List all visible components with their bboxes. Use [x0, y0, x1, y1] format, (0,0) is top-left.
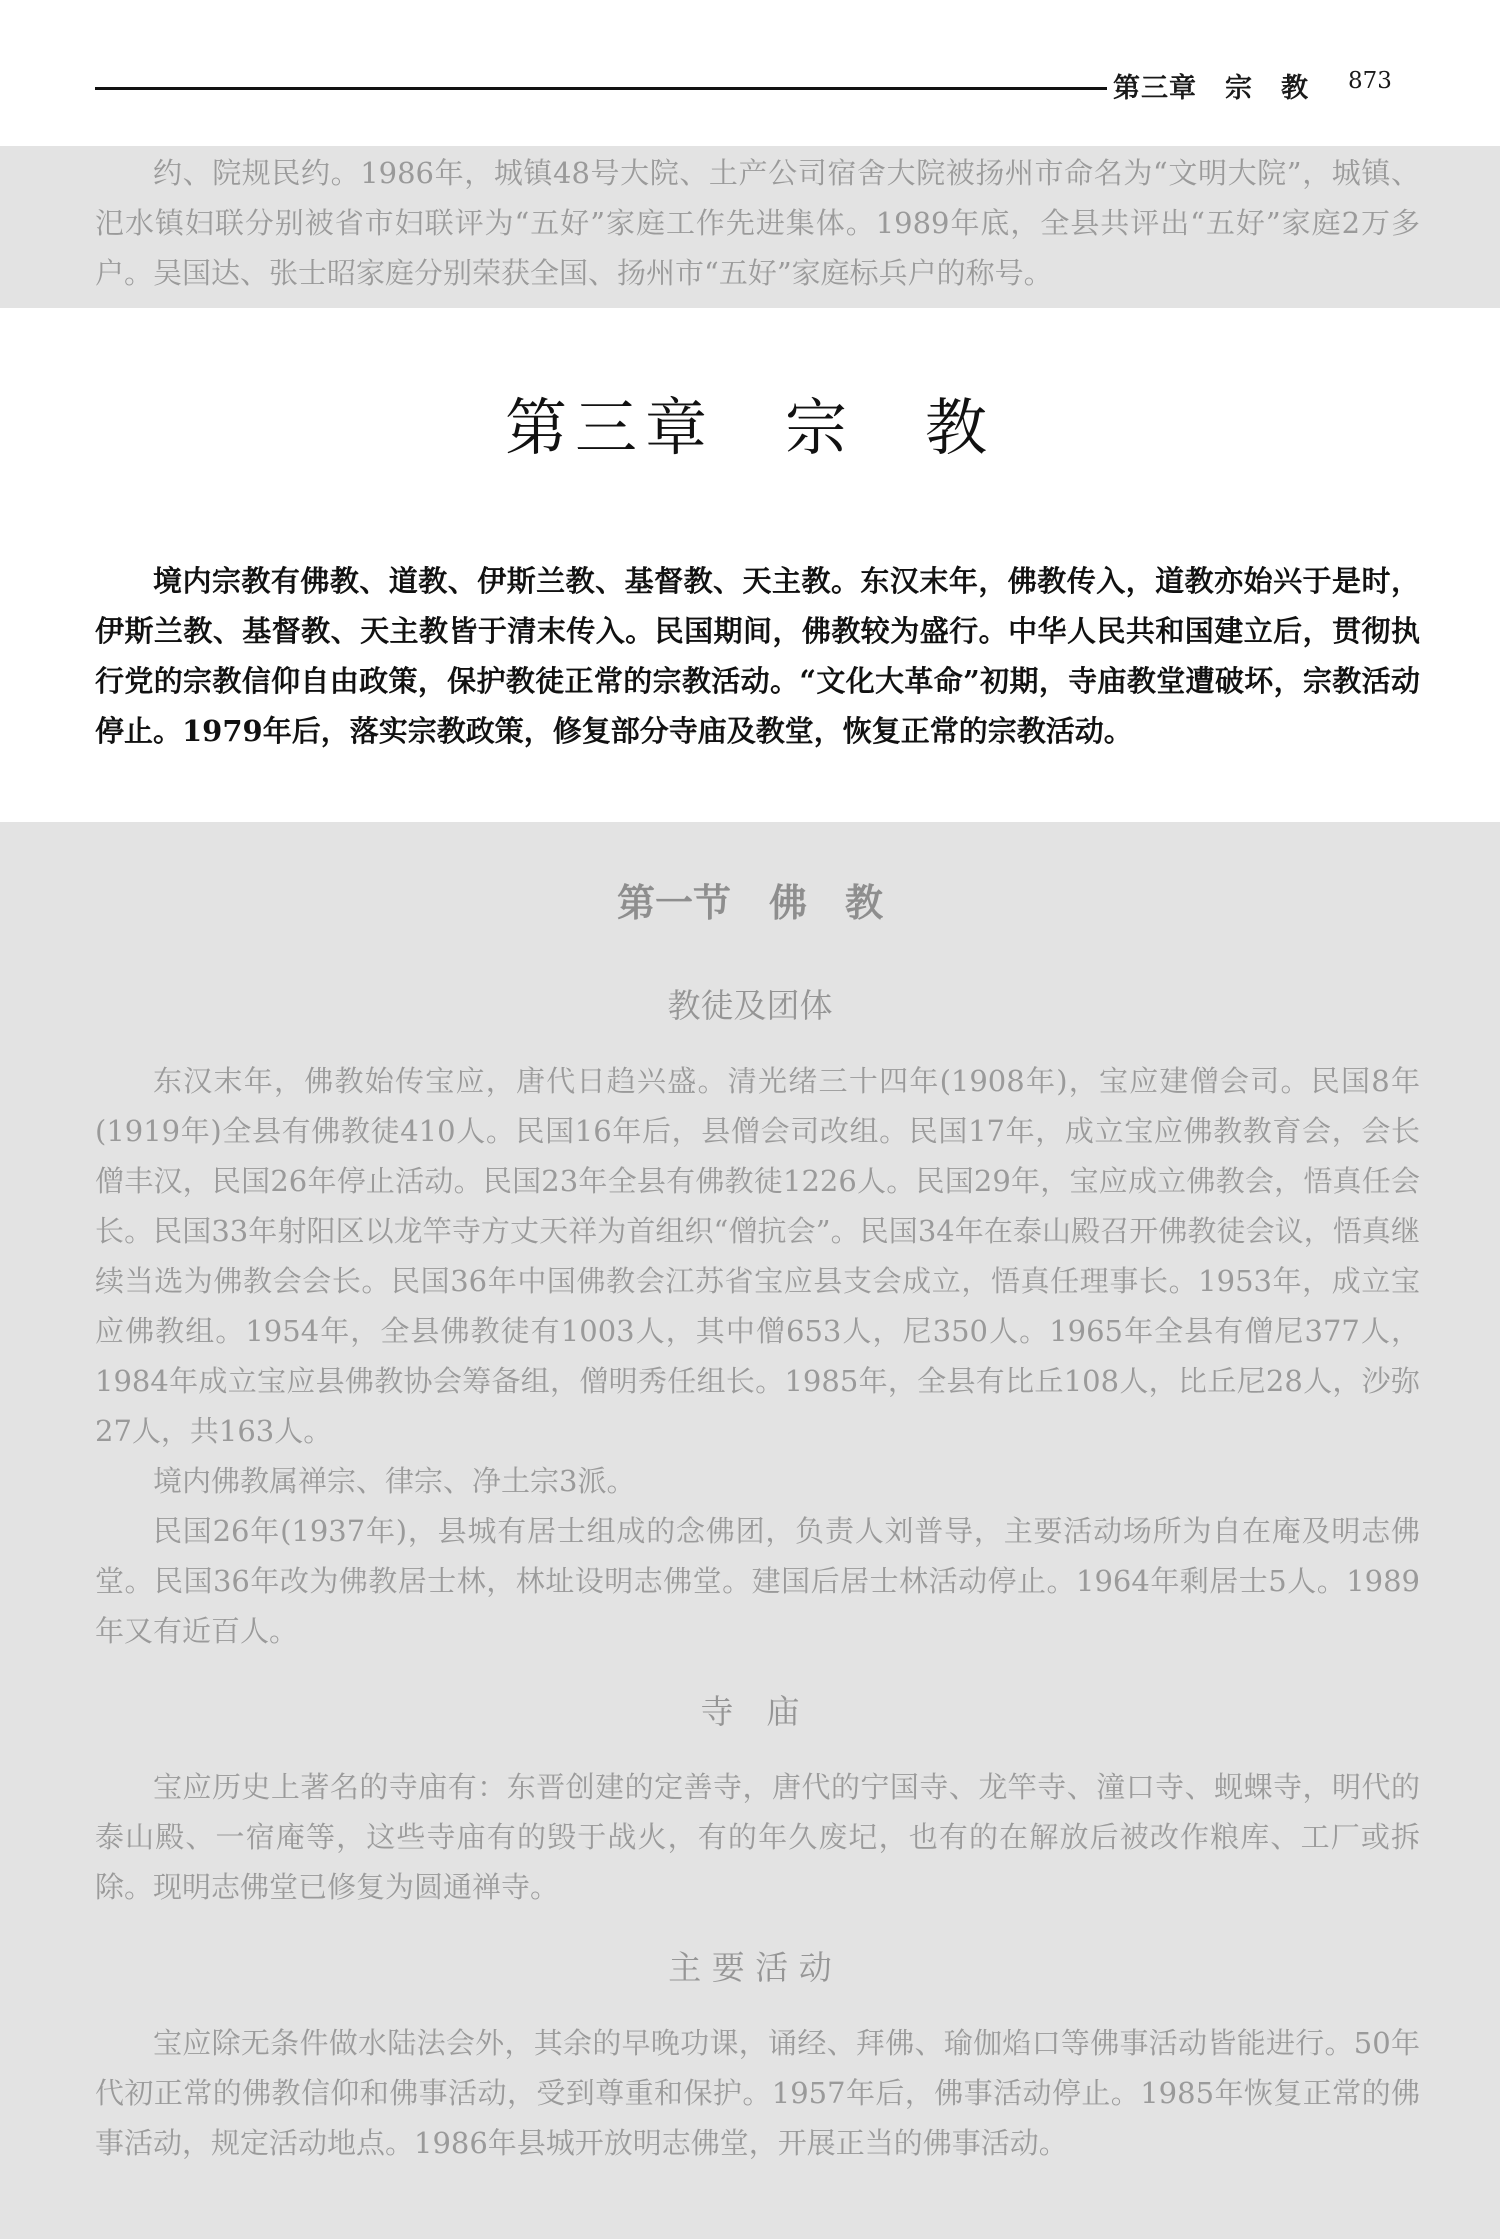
- header-rule: [95, 87, 1107, 90]
- chapter-title: 第三章 宗 教: [504, 391, 995, 464]
- chapter-intro-paragraph: 境内宗教有佛教、道教、伊斯兰教、基督教、天主教。东汉末年，佛教传入，道教亦始兴于是时，伊斯兰教、基督教、天主教皆于清末传入。民国期间，佛教较为盛行。中华人民共和国建立后，贯彻执行党的宗教信仰自由政策，保护教徒正常的宗教活动。“文化大革命”初期，寺庙教堂遭破坏，宗教活动停止。1979年后，落实宗教政策，修复部分寺庙及教堂，恢复正常的宗教活动。: [95, 564, 1420, 748]
- subsection-paragraph: 东汉末年，佛教始传宝应，唐代日趋兴盛。清光绪三十四年(1908年)，宝应建僧会司。民国8年(1919年)全县有佛教徒410人。民国16年后，县僧会司改组。民国17年，成立宝应佛教教育会，会长僧丰汉，民国26年停止活动。民国23年全县有佛教徒1226人。民国29年，宝应成立佛教会，悟真任会长。民国33年射阳区以龙竿寺方丈天祥为首组织“僧抗会”。民国34年在泰山殿召开佛教徒会议，悟真继续当选为佛教会会长。民国36年中国佛教会江苏省宝应县支会成立，悟真任理事长。1953年，成立宝应佛教组。1954年，全县佛教徒有1003人，其中僧653人，尼350人。1965年全县有僧尼377人，1984年成立宝应县佛教协会筹备组，僧明秀任组长。1985年，全县有比丘108人，比丘尼28人，沙弥27人，共163人。: [95, 1064, 1420, 1448]
- section-title: 第一节 佛 教: [616, 880, 883, 925]
- subsection-paragraph: 民国26年(1937年)，县城有居士组成的念佛团，负责人刘普导，主要活动场所为自在庵及明志佛堂。民国36年改为佛教居士林，林址设明志佛堂。建国后居士林活动停止。1964年剩居士5人。1989年又有近百人。: [95, 1514, 1420, 1648]
- subsection-title: 主 要 活 动: [668, 1948, 832, 1987]
- top-fragment-paragraph: 约、院规民约。1986年，城镇48号大院、土产公司宿舍大院被扬州市命名为“文明大院”，城镇、汜水镇妇联分别被省市妇联评为“五好”家庭工作先进集体。1989年底，全县共评出“五好”家庭2万多户。吴国达、张士昭家庭分别荣获全国、扬州市“五好”家庭标兵户的称号。: [95, 156, 1420, 290]
- page-number: 873: [1348, 68, 1392, 94]
- subsection-paragraph: 宝应历史上著名的寺庙有：东晋创建的定善寺，唐代的宁国寺、龙竿寺、潼口寺、蚬蜾寺，明代的泰山殿、一宿庵等，这些寺庙有的毁于战火，有的年久废圮，也有的在解放后被改作粮库、工厂或拆除。现明志佛堂已修复为圆通禅寺。: [95, 1770, 1420, 1904]
- subsection-title: 教徒及团体: [667, 986, 833, 1025]
- running-header: [95, 66, 1395, 106]
- subsection-title: 寺 庙: [700, 1692, 800, 1731]
- subsection-paragraph: 境内佛教属禅宗、律宗、净土宗3派。: [153, 1464, 636, 1498]
- header-chapter-title: 第三章 宗 教: [1113, 73, 1309, 104]
- subsection-paragraph: 宝应除无条件做水陆法会外，其余的早晚功课，诵经、拜佛、瑜伽焰口等佛事活动皆能进行。50年代初正常的佛教信仰和佛事活动，受到尊重和保护。1957年后，佛事活动停止。1985年恢复正常的佛事活动，规定活动地点。1986年县城开放明志佛堂，开展正当的佛事活动。: [95, 2026, 1420, 2160]
